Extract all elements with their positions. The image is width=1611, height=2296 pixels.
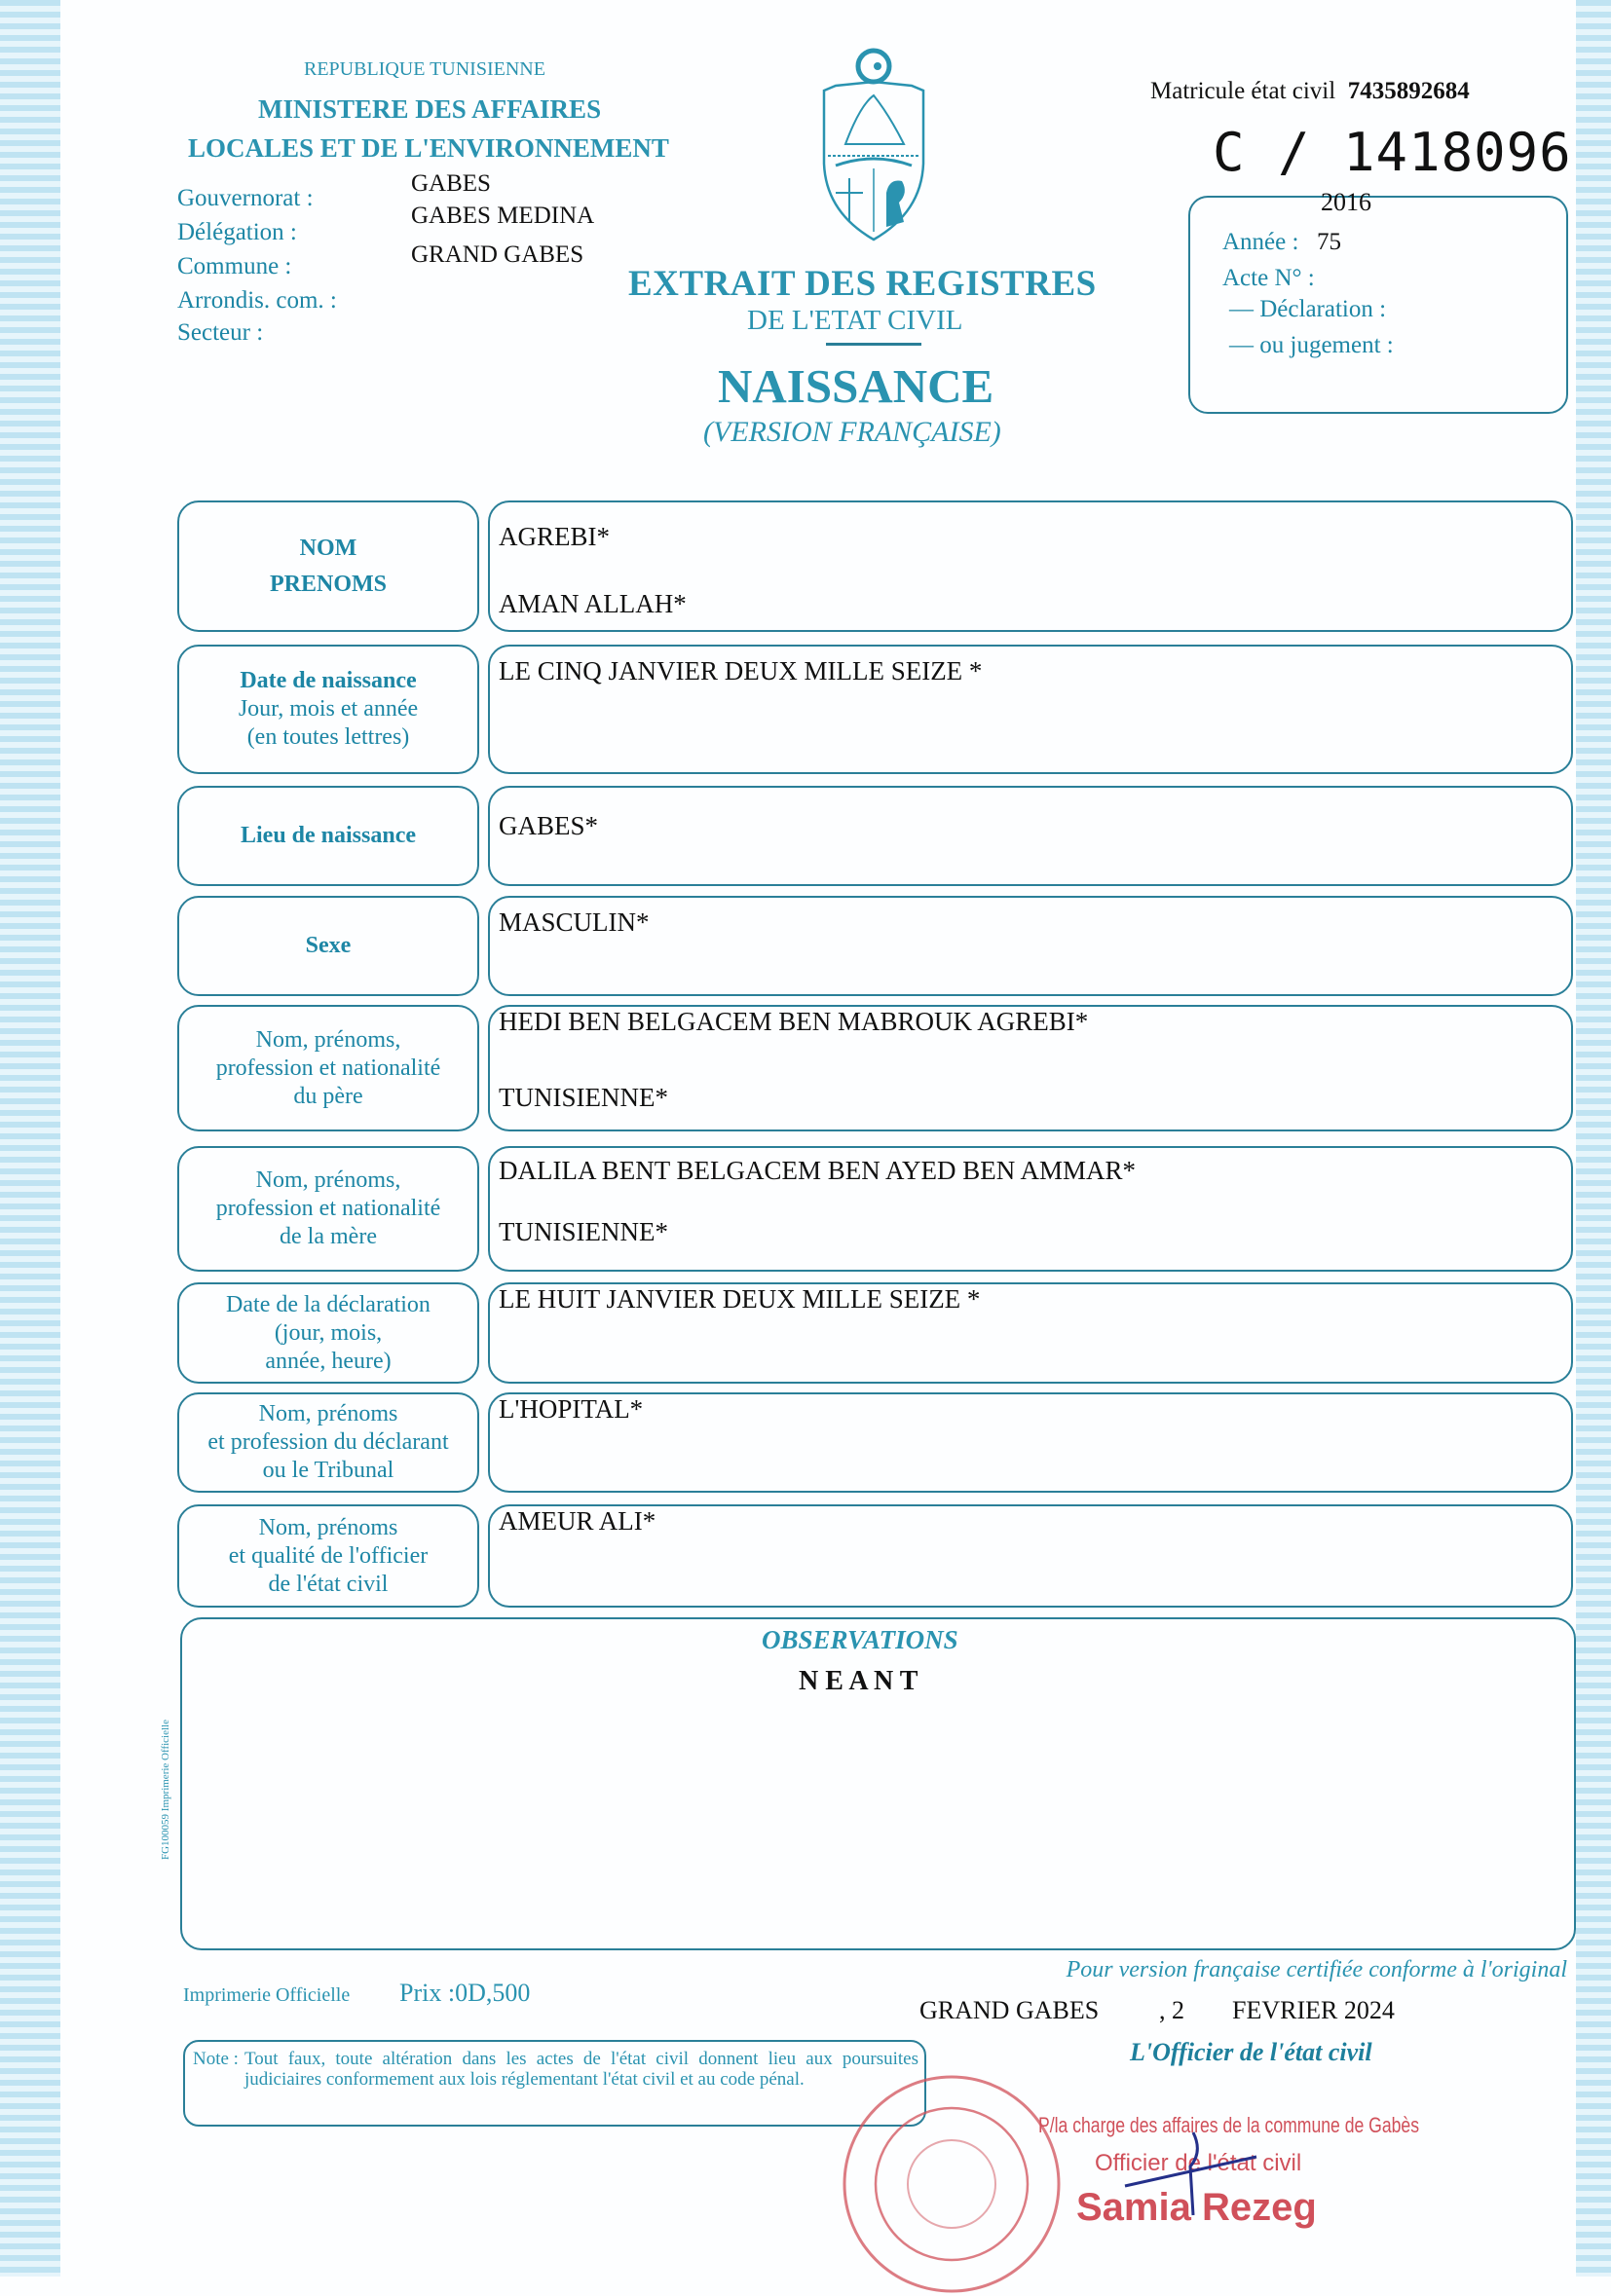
matricule bbox=[1150, 78, 1470, 105]
row-label-line: de la mère bbox=[280, 1224, 377, 1249]
arrondissement-label: Arrondis. com. : bbox=[177, 287, 337, 314]
certified-text: Pour version française certifiée conforme à l'original bbox=[1066, 1957, 1567, 1982]
title-naissance: NAISSANCE bbox=[718, 359, 994, 413]
row-label bbox=[177, 896, 479, 996]
row-label-line: Nom, prénoms, bbox=[255, 1026, 401, 1053]
stamp-line1: P/la charge des affaires de la commune de Gabès bbox=[1038, 2113, 1420, 2137]
month-year: FEVRIER 2024 bbox=[1232, 1996, 1395, 2024]
annee-label: Année : bbox=[1222, 229, 1299, 255]
row-label bbox=[177, 1005, 479, 1131]
row-value: MASCULIN* bbox=[499, 907, 650, 937]
row-label-line: Date de naissance bbox=[240, 668, 417, 693]
commune-value: GRAND GABES bbox=[411, 241, 584, 268]
row-label-line: profession et nationalité bbox=[215, 1055, 441, 1081]
note-text: Tout faux, toute altération dans les actes de l'état civil donnent lieu aux poursuites judiciaires conformement aux lois réglementant l'état civil et au code pénal. bbox=[244, 2049, 918, 2090]
row-value: AMEUR ALI* bbox=[499, 1506, 656, 1536]
printer-label: Imprimerie Officielle bbox=[183, 1984, 351, 2006]
gouvernorat-label: Gouvernorat : bbox=[177, 185, 314, 211]
row-label bbox=[177, 500, 479, 632]
row-label-line: Lieu de naissance bbox=[240, 823, 417, 848]
serial-number bbox=[1213, 122, 1572, 183]
annee-value: 75 bbox=[1317, 229, 1341, 255]
matricule-value: 7435892684 bbox=[1347, 78, 1470, 104]
row-label-line: Nom, prénoms bbox=[258, 1401, 398, 1426]
stamp-officer-name: Samia Rezeg bbox=[1076, 2186, 1317, 2229]
officer-title: L'Officier de l'état civil bbox=[1130, 2038, 1372, 2066]
row-label-line: du père bbox=[293, 1083, 363, 1109]
row-label-line: et profession du déclarant bbox=[207, 1429, 449, 1455]
place: GRAND GABES bbox=[919, 1996, 1100, 2024]
serial-text: C / 1418096 bbox=[1213, 122, 1572, 183]
declaration-label: — Déclaration : bbox=[1229, 296, 1387, 322]
row-label-line: profession et nationalité bbox=[215, 1196, 441, 1221]
row-value: HEDI BEN BELGACEM BEN MABROUK AGREBI* bbox=[499, 1007, 1089, 1036]
row-label-line: PRENOMS bbox=[270, 571, 387, 597]
observations-value: N E A N T bbox=[799, 1666, 918, 1696]
delegation-label: Délégation : bbox=[177, 219, 297, 245]
row-label-line: de l'état civil bbox=[268, 1571, 389, 1597]
title-etat-civil: DE L'ETAT CIVIL bbox=[747, 305, 963, 336]
title-version: (VERSION FRANÇAISE) bbox=[703, 416, 1001, 448]
row-label-line: année, heure) bbox=[265, 1348, 392, 1374]
row-value: GABES* bbox=[499, 811, 599, 840]
row-label-line: (en toutes lettres) bbox=[246, 724, 410, 750]
row-label-line: Date de la déclaration bbox=[226, 1291, 431, 1317]
row-label-line: (jour, mois, bbox=[274, 1319, 383, 1346]
row-value: AMAN ALLAH* bbox=[499, 589, 687, 618]
row-label-line: NOM bbox=[299, 535, 357, 561]
stamp-line2: Officier de l'état civil bbox=[1095, 2150, 1302, 2176]
row-label bbox=[177, 786, 479, 886]
row-label-line: et qualité de l'officier bbox=[228, 1542, 429, 1569]
row-label bbox=[177, 1504, 479, 1608]
republic-label: REPUBLIQUE TUNISIENNE bbox=[304, 58, 545, 80]
row-value: AGREBI* bbox=[499, 522, 610, 551]
matricule-label: Matricule état civil bbox=[1150, 78, 1336, 104]
delegation-value: GABES MEDINA bbox=[411, 203, 595, 229]
row-value-box bbox=[488, 786, 1573, 886]
title-divider bbox=[826, 343, 921, 346]
jugement-label: — ou jugement : bbox=[1229, 332, 1394, 358]
side-print-code: FG100059 Imprimerie Officielle bbox=[160, 1720, 171, 1860]
security-border-left bbox=[0, 0, 60, 2277]
municipal-seal-stamp-icon bbox=[840, 2072, 1064, 2296]
row-label-line: Jour, mois et année bbox=[238, 696, 419, 722]
printed-year: 2016 bbox=[1321, 188, 1371, 216]
price: Prix :0D,500 bbox=[399, 1979, 531, 2007]
row-label bbox=[177, 1282, 479, 1384]
note bbox=[193, 2049, 918, 2090]
gouvernorat-value: GABES bbox=[411, 170, 491, 197]
row-label bbox=[177, 1392, 479, 1493]
note-label: Note : bbox=[193, 2049, 239, 2069]
row-value: DALILA BENT BELGACEM BEN AYED BEN AMMAR* bbox=[499, 1156, 1137, 1185]
acte-label: Acte N° : bbox=[1222, 265, 1315, 291]
ministry-line2: LOCALES ET DE L'ENVIRONNEMENT bbox=[188, 133, 669, 163]
ministry-line1: MINISTERE DES AFFAIRES bbox=[258, 94, 602, 124]
row-label-line: Nom, prénoms bbox=[258, 1514, 398, 1540]
row-label-line: ou le Tribunal bbox=[262, 1458, 394, 1483]
row-label bbox=[177, 1146, 479, 1272]
day: , 2 bbox=[1159, 1996, 1184, 2024]
title-extrait: EXTRAIT DES REGISTRES bbox=[628, 264, 1097, 304]
row-value: L'HOPITAL* bbox=[499, 1394, 644, 1424]
row-value: TUNISIENNE* bbox=[499, 1217, 668, 1246]
tunisia-coat-of-arms-icon bbox=[816, 47, 931, 241]
row-label-line: Nom, prénoms, bbox=[255, 1167, 401, 1193]
commune-label: Commune : bbox=[177, 253, 292, 279]
security-border-right bbox=[1576, 0, 1611, 2277]
signature-icon bbox=[1120, 2113, 1276, 2220]
row-label-line: Sexe bbox=[305, 933, 352, 958]
observations-label: OBSERVATIONS bbox=[762, 1625, 958, 1654]
row-value-box bbox=[488, 1392, 1573, 1493]
row-value: TUNISIENNE* bbox=[499, 1083, 668, 1112]
secteur-label: Secteur : bbox=[177, 319, 264, 346]
row-value: LE HUIT JANVIER DEUX MILLE SEIZE * bbox=[499, 1284, 981, 1314]
row-value: LE CINQ JANVIER DEUX MILLE SEIZE * bbox=[499, 656, 983, 685]
row-value-box bbox=[488, 896, 1573, 996]
row-label bbox=[177, 645, 479, 774]
